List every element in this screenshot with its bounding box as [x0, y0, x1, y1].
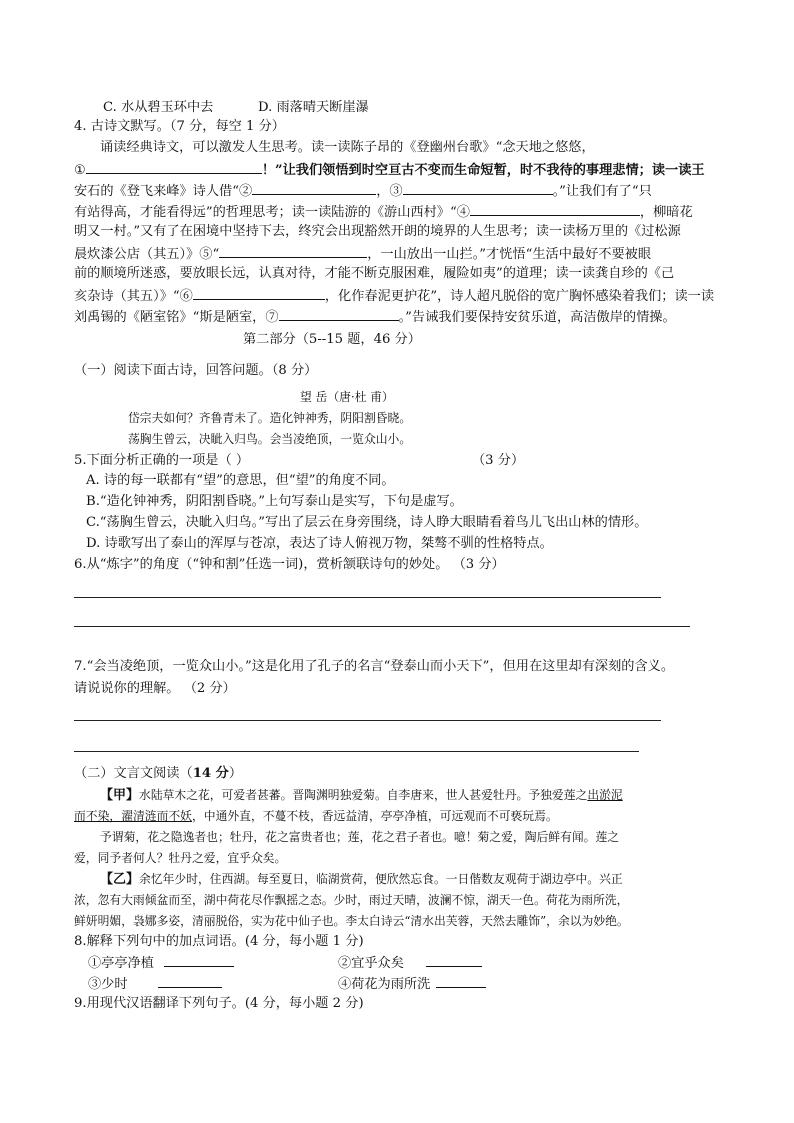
q8-item-4: ④荷花为雨所洗 — [338, 974, 486, 994]
blank-q8-4[interactable] — [436, 974, 486, 988]
blank-2[interactable] — [252, 181, 376, 195]
answer-line[interactable] — [74, 626, 690, 627]
poem-line1: 岱宗夫如何？齐鲁青未了。造化钟神秀，阴阳割昏晓。 — [128, 411, 412, 425]
poem-line2: 荡胸生曾云，决眦入归鸟。会当凌绝顶，一览众山小。 — [128, 432, 412, 446]
section1-title: （一）阅读下面古诗，回答问题。（8 分） — [74, 363, 318, 378]
blank-4[interactable] — [470, 202, 640, 216]
q5-option-c: C.“荡胸生曾云，决眦入归鸟。”写出了层云在身旁围绕，诗人睁大眼睛看着鸟儿飞出山林的情形。 — [86, 515, 648, 530]
q4-line3: 安石的《登飞来峰》诗人借“② ，③ 。”让我们有了“只 — [74, 181, 652, 201]
q5-option-b: B.“造化钟神秀，阴阳割昏晓。”上句写泰山是实写，下句是虚写。 — [86, 494, 463, 509]
blank-q8-2[interactable] — [426, 953, 482, 967]
q4-line8: 亥杂诗（其五）》“⑥ ，化作春泥更护花”，诗人超凡脱俗的宽广胸怀感染着我们；读一读 — [74, 286, 714, 306]
q4-line1: 诵读经典诗文，可以激发人生思考。读一读陈子昂的《登幽州台歌》“念天地之悠悠， — [100, 140, 595, 155]
poem-title: 望 岳（唐·杜 甫） — [300, 390, 394, 404]
passage-jia-line1: 【甲】水陆草木之花，可爱者甚蕃。晋陶渊明独爱菊。自李唐来，世人甚爱牡丹。予独爱莲之出淤泥 — [100, 788, 623, 803]
q4-line7: 前的顺境所迷惑，要放眼长远，认真对待，才能不断克服困难，履险如夷”的道理；读一读龚自珍的《己 — [74, 266, 675, 281]
q6-stem: 6.从“炼字”的角度（“钟和割”任选一词)，赏析颔联诗句的妙处。 （3 分） — [74, 557, 505, 572]
blank-6[interactable] — [193, 286, 325, 300]
q4-line2: ① ！”让我们领悟到时空亘古不变而生命短暂，时不我待的事理悲情；读一读王 — [74, 160, 705, 180]
passage-yi-line2: 浓，忽有大雨倾盆而至，湖中荷花尽作飘摇之态。少时，雨过天晴，波澜不惊，湖天一色。荷花为雨所洗， — [74, 893, 629, 907]
q9-stem: 9.用现代汉语翻译下列句子。(4 分，每小题 2 分) — [74, 996, 364, 1011]
passage-yi-line3: 鲜妍明媚，袅娜多姿，清丽脱俗，实为花中仙子也。李太白诗云“清水出芙蓉，天然去雕饰”，余以为妙绝。 — [74, 914, 629, 928]
q7-line1: 7.“会当凌绝顶，一览众山小。”这是化用了孔子的名言“登泰山而小天下”，但用在这里却有深刻的含义。 — [74, 659, 675, 674]
q8-item-2: ②宜乎众矣 — [338, 953, 482, 973]
passage-jia-line2: 而不染，濯清涟而不妖，中通外直，不蔓不枝，香远益清，亭亭净植，可远观而不可亵玩焉。 — [74, 809, 558, 823]
passage-jia-line3: 予谓菊，花之隐逸者也；牡丹，花之富贵者也；莲，花之君子者也。噫！菊之爱，陶后鲜有闻。莲之 — [100, 830, 620, 844]
q7-line2: 请说说你的理解。 （2 分） — [74, 681, 236, 696]
q5-stem: 5.下面分析正确的一项是（ ） — [74, 453, 250, 468]
blank-q8-1[interactable] — [164, 953, 234, 967]
answer-line[interactable] — [74, 751, 639, 752]
q5-score: （3 分） — [472, 453, 525, 468]
q4-line9: 刘禹锡的《陋室铭》“斯是陋室，⑦ 。”告诫我们要保持安贫乐道，高洁傲岸的情操。 — [74, 307, 676, 327]
q5-option-d: D. 诗歌写出了泰山的浑厚与苍凉，表达了诗人俯视万物，桀骜不驯的性格特点。 — [86, 536, 553, 551]
answer-line[interactable] — [74, 597, 661, 598]
blank-5[interactable] — [219, 244, 367, 258]
blank-7[interactable] — [279, 307, 399, 321]
part2-heading: 第二部分（5--15 题，46 分） — [243, 332, 421, 347]
passage-yi-line1: 【乙】余忆年少时，住西湖。每至夏日，临湖赏荷，便欣然忘食。一日偕数友观荷于湖边亭中。兴正 — [100, 872, 623, 887]
q3-option-c: C. 水从碧玉环中去 — [103, 100, 214, 115]
q4-title: 4. 古诗文默写。（7 分，每空 1 分） — [74, 119, 285, 134]
blank-3[interactable] — [403, 181, 553, 195]
q3-option-d: D. 雨落晴天断崖瀑 — [258, 100, 369, 115]
q8-item-1: ①亭亭净植 — [88, 953, 234, 973]
section2-title: （二）文言文阅读（14 分） — [74, 766, 243, 781]
blank-1[interactable] — [86, 160, 262, 174]
blank-q8-3[interactable] — [158, 974, 222, 988]
q8-item-3: ③少时 — [88, 974, 222, 994]
q4-line5: 明又一村。”又有了在困境中坚持下去，终究会出现豁然开朗的境界的人生思考；读一读杨万里的《过松源 — [74, 224, 681, 239]
passage-jia-line4: 爱，同予者何人？牡丹之爱，宜乎众矣。 — [74, 851, 287, 865]
q4-line4: 有站得高，才能看得远”的哲理思考；读一读陆游的《游山西村》“④ ，柳暗花 — [74, 202, 693, 222]
q5-option-a: A. 诗的每一联都有“望”的意思，但“望”的角度不同。 — [86, 473, 395, 488]
answer-line[interactable] — [74, 720, 661, 721]
q8-stem: 8.解释下列句中的加点词语。(4 分，每小题 1 分) — [74, 934, 364, 949]
q4-line6: 晨炊漆公店（其五）》⑤“ ，一山放出一山拦。”才恍悟“生活中最好不要被眼 — [74, 244, 651, 264]
